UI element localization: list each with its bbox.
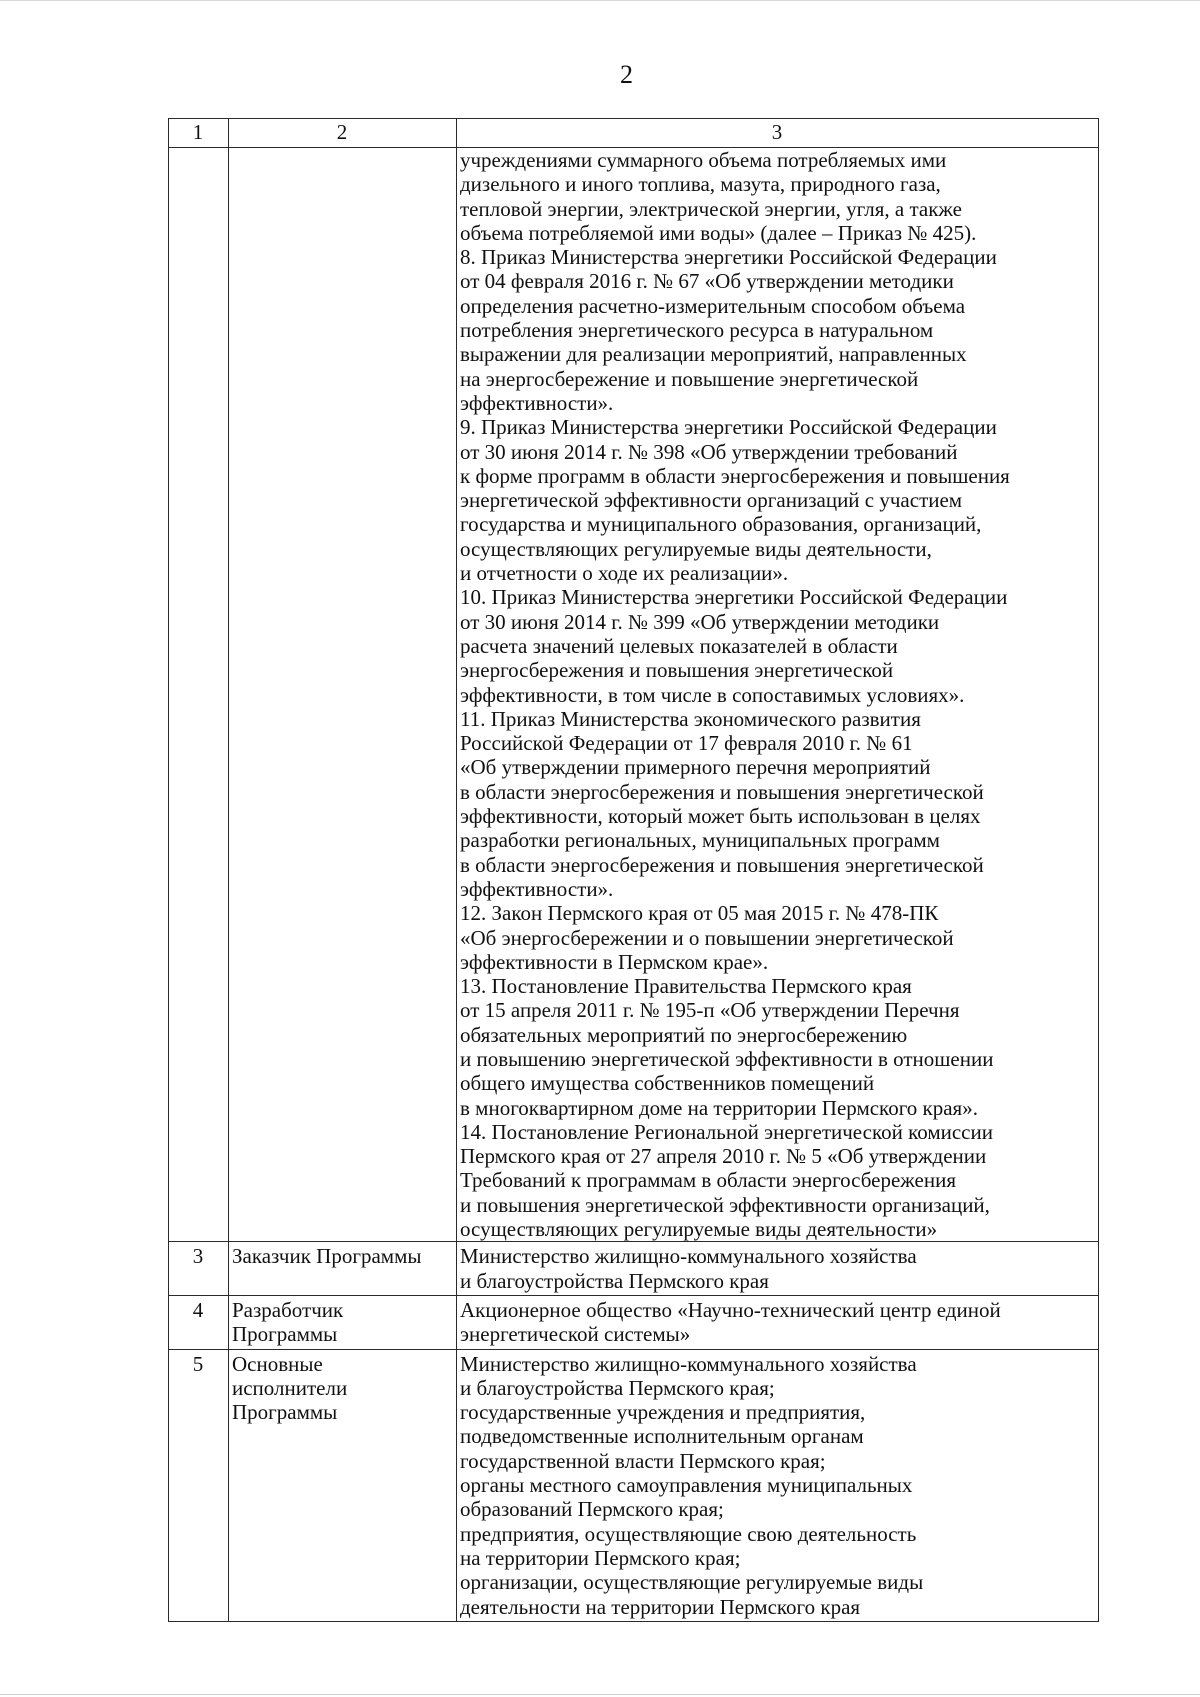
page-number: 2	[620, 60, 633, 89]
table-row-executors	[169, 1349, 1099, 1621]
text-line: Российской Федерации от 17 февраля 2010 г. № 61	[460, 731, 913, 756]
text-line: Программы	[232, 1400, 338, 1425]
text-line: 9. Приказ Министерства энергетики Российской Федерации	[460, 415, 997, 440]
text-line: дизельного и иного топлива, мазута, природного газа,	[460, 172, 941, 197]
text-line: образований Пермского края;	[460, 1497, 724, 1522]
text-line: на энергосбережение и повышение энергетической	[460, 366, 919, 391]
text-line: потребления энергетического ресурса в натуральном	[460, 318, 934, 343]
row-number-cell: 4	[169, 1295, 229, 1349]
text-line: 12. Закон Пермского края от 05 мая 2015 г. № 478-ПК	[460, 901, 939, 926]
row-number-cell	[169, 148, 229, 1242]
text-line: государственные учреждения и предприятия,	[460, 1400, 866, 1425]
text-line: учреждениями суммарного объема потребляемых ими	[460, 148, 947, 172]
row-content-cell	[457, 1295, 1099, 1349]
text-line: в области энергосбережения и повышения энергетической	[460, 852, 984, 877]
header-col-2: 2	[229, 119, 457, 148]
row-label-cell	[229, 1349, 457, 1621]
text-line: от 15 апреля 2011 г. № 195-п «Об утверждении Перечня	[460, 998, 960, 1023]
text-line: от 30 июня 2014 г. № 399 «Об утверждении методики	[460, 609, 940, 634]
row-label-cell	[229, 1242, 457, 1296]
text-line: в многоквартирном доме на территории Пермского края».	[460, 1095, 978, 1120]
text-line: тепловой энергии, электрической энергии, угля, а также	[460, 196, 962, 221]
text-line: и благоустройства Пермского края;	[460, 1375, 775, 1400]
text-line: Министерство жилищно-коммунального хозяйства	[460, 1244, 917, 1269]
text-line: энергетической эффективности организаций с участием	[460, 488, 963, 513]
text-line: 14. Постановление Региональной энергетической комиссии	[460, 1119, 993, 1144]
text-line: организации, осуществляющие регулируемые виды	[460, 1570, 924, 1595]
text-line: Требований к программам в области энергосбережения	[460, 1168, 956, 1193]
text-line: от 30 июня 2014 г. № 398 «Об утверждении требований	[460, 439, 958, 464]
text-line: энергосбережения и повышения энергетической	[460, 658, 894, 683]
row-label-cell	[229, 1295, 457, 1349]
text-line: осуществляющих регулируемые виды деятельности»	[460, 1217, 938, 1242]
text-line: расчета значений целевых показателей в области	[460, 633, 898, 658]
row-content-cell	[457, 1349, 1099, 1621]
header-col-1: 1	[169, 119, 229, 148]
row-number-cell: 5	[169, 1349, 229, 1621]
text-line: 11. Приказ Министерства экономического развития	[460, 706, 921, 731]
text-line: и благоустройства Пермского края	[460, 1268, 769, 1293]
text-line: Пермского края от 27 апреля 2010 г. № 5 «Об утверждении	[460, 1144, 987, 1169]
text-line: Программы	[232, 1322, 338, 1347]
text-line: эффективности».	[460, 876, 614, 901]
text-line: и отчетности о ходе их реализации».	[460, 561, 789, 586]
text-line: органы местного самоуправления муниципальных	[460, 1473, 913, 1498]
scan-edge-top	[0, 0, 1200, 1]
text-line: Министерство жилищно-коммунального хозяйства	[460, 1351, 917, 1376]
row-content-cell	[457, 148, 1099, 1242]
text-line: Основные	[232, 1351, 323, 1376]
text-line: объема потребляемой ими воды» (далее – Приказ № 425).	[460, 220, 977, 245]
row-label-cell	[229, 148, 457, 1242]
text-line: на территории Пермского края;	[460, 1545, 741, 1570]
text-line: Акционерное общество «Научно-технический центр единой	[460, 1297, 1001, 1322]
text-line: определения расчетно-измерительным способом объема	[460, 293, 966, 318]
text-line: к форме программ в области энергосбережения и повышения	[460, 463, 1010, 488]
text-line: исполнители	[232, 1375, 348, 1400]
table-row-customer	[169, 1242, 1099, 1296]
text-line: государства и муниципального образования, организаций,	[460, 512, 982, 537]
row-content-cell	[457, 1242, 1099, 1296]
text-line: от 04 февраля 2016 г. № 67 «Об утверждении методики	[460, 269, 954, 294]
text-line: общего имущества собственников помещений	[460, 1071, 875, 1096]
table-header-row	[169, 119, 1099, 148]
program-passport-table	[168, 118, 1099, 1622]
text-line: 10. Приказ Министерства энергетики Российской Федерации	[460, 585, 1008, 610]
row-number-cell: 3	[169, 1242, 229, 1296]
text-line: предприятия, осуществляющие свою деятельность	[460, 1521, 917, 1546]
text-line: «Об утверждении примерного перечня мероприятий	[460, 755, 931, 780]
text-line: государственной власти Пермского края;	[460, 1448, 826, 1473]
text-line: «Об энергосбережении и о повышении энергетической	[460, 925, 954, 950]
text-line: эффективности в Пермском крае».	[460, 949, 769, 974]
text-line: осуществляющих регулируемые виды деятельности,	[460, 536, 932, 561]
text-line: Разработчик	[232, 1297, 344, 1322]
text-line: Заказчик Программы	[232, 1244, 422, 1269]
text-line: и повышения энергетической эффективности организаций,	[460, 1192, 990, 1217]
text-line: эффективности, который может быть использован в целях	[460, 804, 981, 829]
table-row-continuation	[169, 148, 1099, 1242]
text-line: эффективности».	[460, 390, 614, 415]
text-line: 8. Приказ Министерства энергетики Российской Федерации	[460, 245, 997, 270]
text-line: и повышению энергетической эффективности в отношении	[460, 1046, 994, 1071]
text-line: в области энергосбережения и повышения энергетической	[460, 779, 984, 804]
text-line: обязательных мероприятий по энергосбережению	[460, 1022, 908, 1047]
text-line: энергетической системы»	[460, 1322, 691, 1347]
scan-edge-bottom	[0, 1694, 1200, 1695]
text-line: эффективности, в том числе в сопоставимых условиях».	[460, 682, 965, 707]
text-line: подведомственные исполнительным органам	[460, 1424, 864, 1449]
text-line: 13. Постановление Правительства Пермского края	[460, 974, 912, 999]
table-row-developer	[169, 1295, 1099, 1349]
text-line: разработки региональных, муниципальных программ	[460, 828, 940, 853]
header-col-3: 3	[457, 119, 1099, 148]
text-line: деятельности на территории Пермского края	[460, 1594, 861, 1619]
text-line: выражении для реализации мероприятий, направленных	[460, 342, 967, 367]
